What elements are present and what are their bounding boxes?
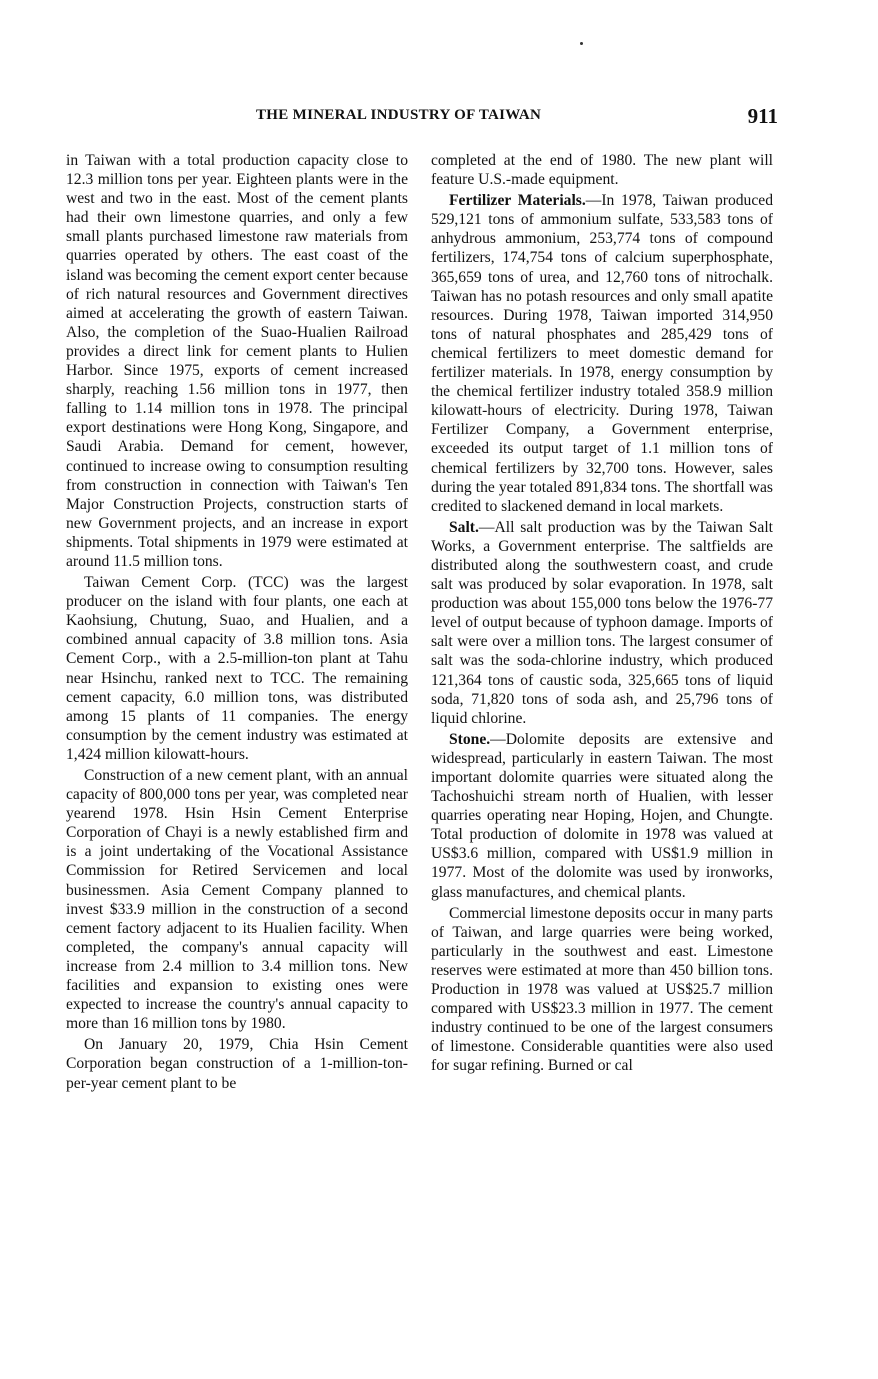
paragraph-text: —Dolomite deposits are extensive and widespread, particularly in eastern Taiwan. The most important dolomite quarries were situated along the Tachoshuichi stream north of Hualien, with lesser quarries operating near Hoping, Hojen, and Chungte. Total production of dolomite in 1978 was valued at US$3.6 million, compared with US$1.9 million in 1977. Most of the dolomite was used by ironworks, glass manufactures, and chemical plants.	[431, 730, 773, 901]
page-header	[66, 104, 778, 130]
paragraph-text: —In 1978, Taiwan produced 529,121 tons of ammonium sulfate, 533,583 tons of anhydrous ammonium, 253,774 tons of compound fertilizers, 174,754 tons of calcium superphosphate, 365,659 tons of urea, and 12,760 tons of nitrochalk. Taiwan has no potash resources and only small apatite resources. During 1978, Taiwan imported 314,950 tons of natural phosphates and 285,429 tons of chemical fertilizers to meet domestic demand for fertilizer materials. In 1978, energy consumption by the chemical fertilizer industry totaled 358.9 million kilowatt-hours of electricity. During 1978, Taiwan Fertilizer Company, a Government enterprise, exceeded its output target of 1.1 million tons of chemical fertilizers by 32,700 tons. However, sales during the year totaled 891,834 tons. The shortfall was credited to slackened demand in local markets.	[431, 192, 773, 515]
running-title: THE MINERAL INDUSTRY OF TAIWAN	[256, 107, 542, 123]
section-heading-stone: Stone.	[449, 730, 491, 748]
paragraph-fertilizer	[431, 191, 773, 516]
paragraph-salt	[431, 518, 773, 728]
paragraph-text: —All salt production was by the Taiwan Salt Works, a Government enterprise. The saltfields are distributed along the southwestern coast, and crude salt was produced by solar evaporation. In 1978, salt production was about 155,000 tons below the 1976-77 level of output because of typhoon damage. Imports of salt were over a million tons. The largest consumer of salt was the soda-chlorine industry, which produced 121,364 tons of caustic soda, 325,665 tons of liquid soda, 71,820 tons of soda ash, and 25,796 tons of liquid chlorine.	[431, 518, 773, 727]
paragraph-stone	[431, 730, 773, 902]
paragraph-text: On January 20, 1979, Chia Hsin Cement Corporation began construction of a 1-million-ton-per-year cement plant to be	[66, 1036, 408, 1092]
paragraph	[431, 904, 773, 1076]
scan-speck	[580, 42, 583, 45]
paragraph-text: Construction of a new cement plant, with an annual capacity of 800,000 tons per year, was completed near yearend 1978. Hsin Hsin Cement Enterprise Corporation of Chayi is a newly established firm and is a joint undertaking of the Vocational Assistance Commission for Retired Servicemen and local businessmen. Asia Cement Company planned to invest $33.9 million in the construction of a second cement factory adjacent to its Hualien facility. When completed, the company's annual capacity will increase from 2.4 million to 3.4 million tons. New facilities and expansion to existing ones were expected to increase the country's annual capacity to more than 16 million tons by 1980.	[66, 767, 408, 1033]
left-column	[66, 151, 408, 1093]
paragraph	[66, 766, 408, 1033]
paragraph	[66, 1035, 408, 1092]
paragraph-text: Taiwan Cement Corp. (TCC) was the largest producer on the island with four plants, one each at Kaohsiung, Chutung, Suao, and Hualien, and a combined annual capacity of 3.8 million tons. Asia Cement Corp., with a 2.5-million-ton plant at Tahu near Hsinchu, ranked next to TCC. The remaining cement capacity, 6.0 million tons, was distributed among 15 plants of 11 companies. The energy consumption by the cement industry was estimated at 1,424 million kilowatt-hours.	[66, 574, 408, 763]
section-heading-fertilizer: Fertilizer Materials.	[449, 192, 586, 210]
paragraph	[431, 151, 773, 189]
paragraph-text: Commercial limestone deposits occur in many parts of Taiwan, and large quarries were being worked, particularly in the southwest and east. Limestone reserves were estimated at more than 450 billion tons. Production in 1978 was valued at US$25.7 million compared with US$23.3 million in 1977. The cement industry continued to be one of the largest consumers of limestone. Considerable quantities were also used for sugar refining. Burned or cal	[431, 904, 773, 1075]
page-number: 911	[747, 104, 778, 128]
paragraph	[66, 151, 408, 571]
paragraph-text: in Taiwan with a total production capacity close to 12.3 million tons per year. Eighteen plants were in the west and two in the east. Most of the cement plants had their own limestone quarries, and only a few small plants purchased limestone raw materials from quarries operated by others. The east coast of the island was becoming the cement export center because of rich natural resources and Government directives aimed at accelerating the growth of eastern Taiwan. Also, the completion of the Suao-Hualien Railroad provides a direct link for cement plants to Hulien Harbor. Since 1975, exports of cement increased sharply, reaching 1.56 million tons in 1977, then falling to 1.14 million tons in 1978. The principal export destinations were Hong Kong, Singapore, and Saudi Arabia. Demand for cement, however, continued to increase owing to consumption resulting from construction in connection with Taiwan's Ten Major Construction Projects, construction starts of new Government projects, and an increase in export shipments. Total shipments in 1979 were estimated at around 11.5 million tons.	[66, 152, 408, 570]
paragraph-text: completed at the end of 1980. The new plant will feature U.S.-made equipment.	[431, 152, 773, 189]
paragraph	[66, 573, 408, 764]
right-column	[431, 151, 773, 1076]
section-heading-salt: Salt.	[449, 518, 479, 536]
